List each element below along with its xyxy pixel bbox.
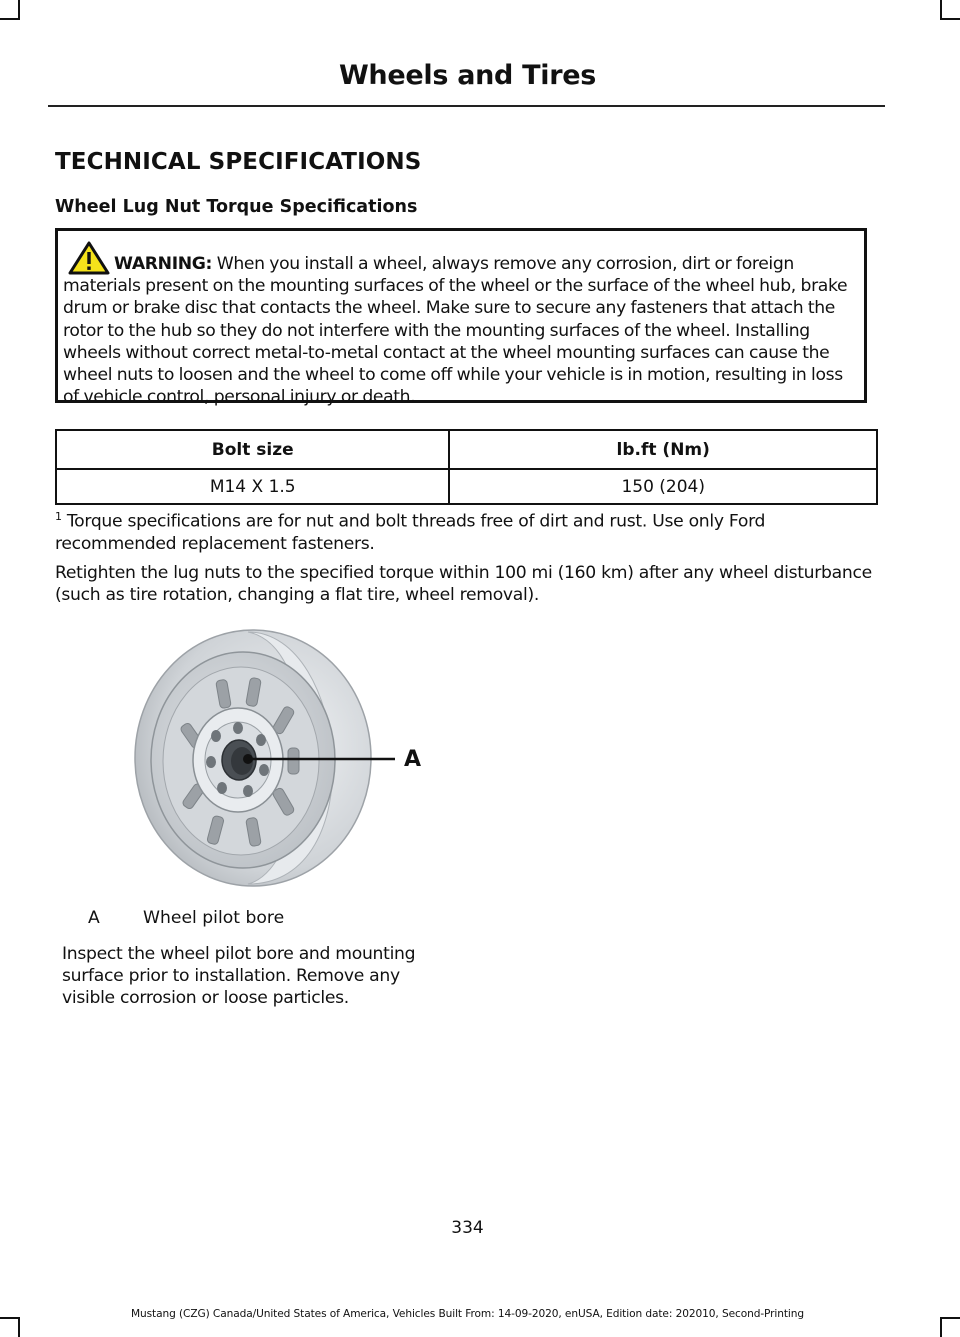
subsection-title: Wheel Lug Nut Torque Specifications bbox=[55, 197, 418, 217]
legend-key: A bbox=[88, 908, 100, 928]
wheel-illustration bbox=[98, 628, 438, 890]
warning-triangle-icon bbox=[68, 241, 110, 275]
page-number: 334 bbox=[451, 1218, 484, 1238]
header-divider bbox=[48, 105, 885, 107]
page-footer: Mustang (CZG) Canada/United States of America, Vehicles Built From: 14-09-2020, enUSA, Edition date: 202010, Second-Printing bbox=[130, 1308, 805, 1320]
warning-text: When you install a wheel, always remove any corrosion, dirt or foreign materials present on the mounting surfaces of the wheel or the surface of the wheel hub, brake drum or brake disc that contacts the wheel. Make sure to secure any fasteners that attach the rotor to the hub so they do not interfere with the mounting surfaces of the wheel. Installing wheels without correct metal-to-metal contact at the wheel mounting surfaces can cause the wheel nuts to loosen and the wheel to come off while your vehicle is in motion, resulting in loss of vehicle control, personal injury or death. bbox=[63, 254, 848, 408]
crop-mark bbox=[940, 1317, 942, 1337]
legend-description: Wheel pilot bore bbox=[143, 908, 285, 928]
column-header-bolt-size: Bolt size bbox=[56, 430, 449, 469]
table-header-row bbox=[56, 430, 877, 469]
torque-footnote bbox=[55, 506, 875, 555]
footnote-text: Torque specifications are for nut and bolt threads free of dirt and rust. Use only Ford recommended replacement fasteners. bbox=[55, 511, 766, 554]
inspect-paragraph: Inspect the wheel pilot bore and mounting surface prior to installation. Remove any visible corrosion or loose particles. bbox=[62, 944, 416, 1008]
footnote-marker: 1 bbox=[55, 510, 62, 523]
section-title: TECHNICAL SPECIFICATIONS bbox=[55, 149, 422, 175]
crop-mark bbox=[0, 18, 18, 20]
table-row bbox=[56, 469, 877, 504]
column-header-torque: lb.ft (Nm) bbox=[449, 430, 877, 469]
torque-spec-table bbox=[55, 429, 878, 505]
page-header-title: Wheels and Tires bbox=[338, 60, 597, 91]
cell-bolt-size: M14 X 1.5 bbox=[56, 469, 449, 504]
retighten-paragraph: Retighten the lug nuts to the specified torque within 100 mi (160 km) after any wheel disturbance (such as tire rotation, changing a flat tire, wheel removal). bbox=[55, 563, 872, 605]
cell-torque: 150 (204) bbox=[449, 469, 877, 504]
crop-mark bbox=[18, 0, 20, 20]
warning-label: WARNING: bbox=[114, 254, 213, 274]
callout-label-a: A bbox=[404, 747, 422, 772]
crop-mark bbox=[942, 18, 960, 20]
warning-box bbox=[55, 228, 867, 408]
crop-mark bbox=[942, 1317, 960, 1319]
crop-mark bbox=[18, 1317, 20, 1337]
crop-mark bbox=[940, 0, 942, 20]
